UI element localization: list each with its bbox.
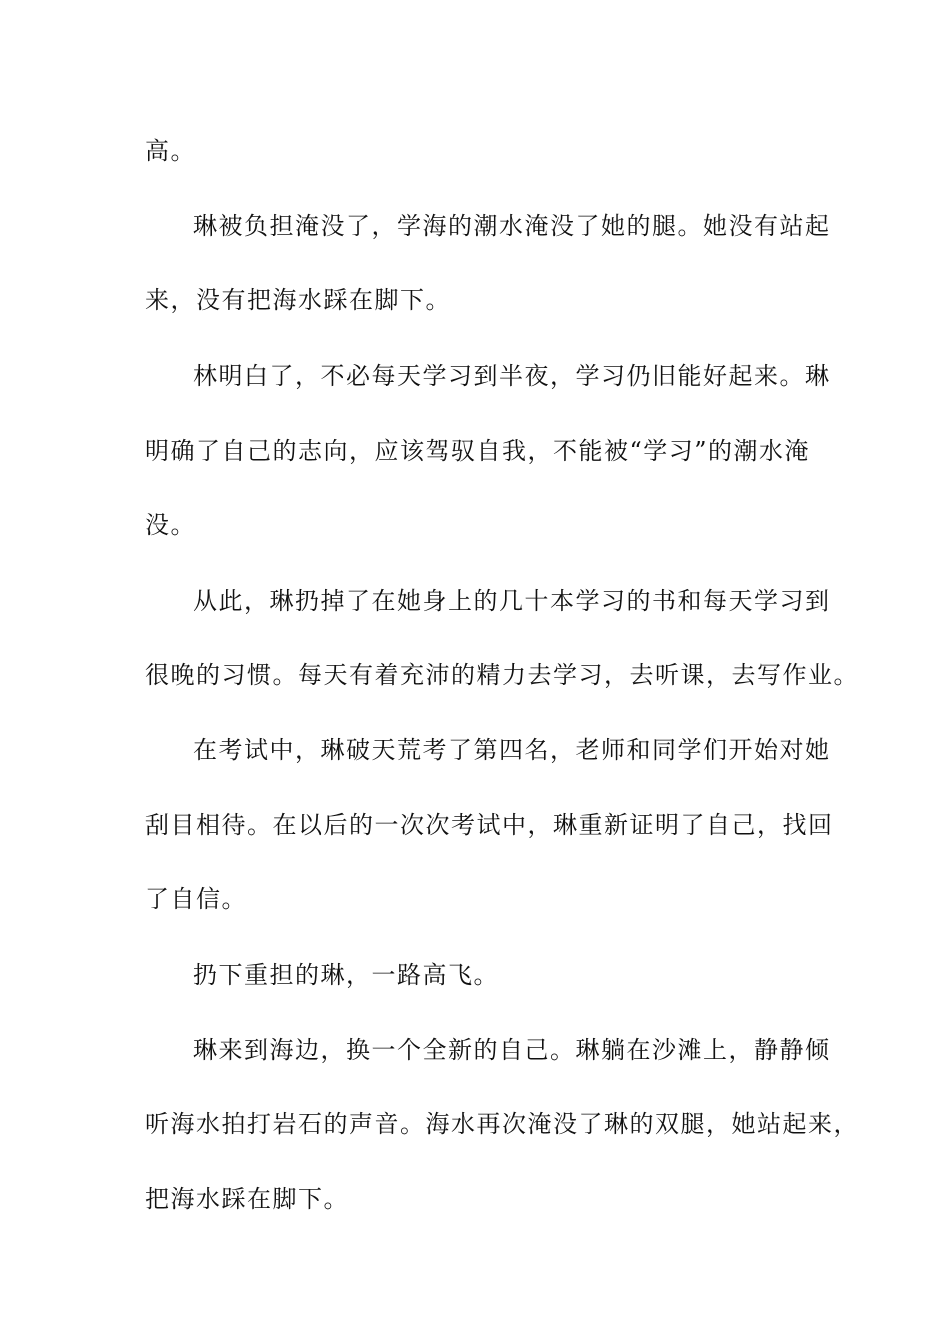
paragraph-start-line: 从此，琳扔掉了在她身上的几十本学习的书和每天学习到 xyxy=(193,587,831,615)
paragraph-start-line: 琳来到海边，换一个全新的自己。琳躺在沙滩上，静静倾 xyxy=(193,1036,831,1064)
text-line: 明确了自己的志向，应该驾驭自我，不能被“学习”的潮水淹 xyxy=(145,437,811,465)
paragraph-start-line: 琳被负担淹没了，学海的潮水淹没了她的腿。她没有站起 xyxy=(193,212,831,240)
text-line: 了自信。 xyxy=(145,885,247,913)
paragraph-start-line: 扔下重担的琳，一路高飞。 xyxy=(193,961,499,989)
text-line: 很晚的习惯。每天有着充沛的精力去学习，去听课，去写作业。 xyxy=(145,661,859,689)
paragraph-start-line: 林明白了，不必每天学习到半夜，学习仍旧能好起来。琳 xyxy=(193,362,831,390)
text-line: 把海水踩在脚下。 xyxy=(145,1185,349,1213)
text-line: 刮目相待。在以后的一次次考试中，琳重新证明了自己，找回 xyxy=(145,811,834,839)
text-line: 来，没有把海水踩在脚下。 xyxy=(145,286,451,314)
text-line: 没。 xyxy=(145,511,196,539)
text-line: 听海水拍打岩石的声音。海水再次淹没了琳的双腿，她站起来， xyxy=(145,1110,859,1138)
paragraph-start-line: 在考试中，琳破天荒考了第四名，老师和同学们开始对她 xyxy=(193,736,831,764)
text-line: 高。 xyxy=(145,137,196,165)
